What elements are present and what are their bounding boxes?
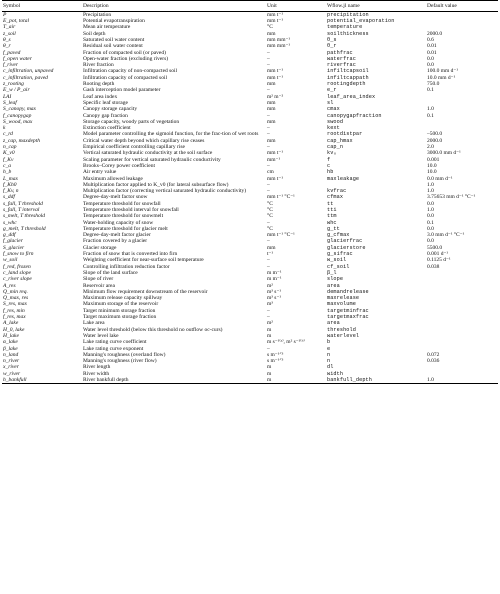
description-cell: Water level threshold (below this threshold no outflow oc-curs) <box>83 326 223 333</box>
default-value-cell: 0.1125 d⁻¹ <box>427 257 451 264</box>
wflow-name-cell: rootingdepth <box>327 81 366 88</box>
description-cell: Infiltration capacity of non-compacted soil <box>83 68 178 75</box>
symbol-cell: S_leaf <box>3 99 17 106</box>
description-cell: Manning's roughness (overland flow) <box>83 351 166 358</box>
unit-cell: s m⁻¹ᐟ³ <box>267 358 284 365</box>
wflow-name-cell: maxvolume <box>327 301 356 308</box>
unit-cell: – <box>267 314 270 321</box>
unit-cell: m² <box>267 282 273 289</box>
description-cell: Air entry value <box>83 169 117 176</box>
unit-cell: – <box>267 188 270 195</box>
unit-cell: m <box>266 377 326 384</box>
unit-cell: mm t⁻¹ <box>267 11 284 18</box>
unit-cell: m² m⁻² <box>267 93 284 100</box>
wflow-name-cell: kext <box>327 125 340 132</box>
wflow-name-cell: maxleakage <box>327 175 360 182</box>
unit-cell: – <box>267 55 270 62</box>
unit-cell: – <box>267 181 270 188</box>
wflow-name-cell: whc <box>327 219 337 226</box>
default-value-cell: 0.01 <box>427 49 437 56</box>
description-cell: Model parameter controlling the sigmoid function, for the frac-tion of wet roots <box>83 131 259 138</box>
symbol-cell: f_Kh0 <box>3 181 17 188</box>
wflow-name-cell: infiltcappath <box>327 74 369 81</box>
unit-cell: – <box>267 112 270 119</box>
unit-cell: mm t⁻¹ <box>267 175 284 182</box>
description-cell: Fraction covered by a glacier <box>83 238 148 245</box>
symbol-cell: s_ddf <box>3 194 15 201</box>
default-value-cell: 0.1 <box>427 219 434 226</box>
description-cell: Gash interception model parameter <box>83 87 161 94</box>
symbol-cell: f_canopygap <box>3 112 32 119</box>
unit-cell: – <box>267 162 270 169</box>
symbol-cell: n_cap <box>3 144 17 151</box>
wflow-name-cell: infiltcapsoil <box>327 68 369 75</box>
symbol-cell: k <box>3 125 6 132</box>
unit-cell: – <box>267 87 270 94</box>
unit-cell: °C <box>267 24 273 31</box>
description-cell: Fraction of compacted soil (or paved) <box>83 49 166 56</box>
wflow-name-cell: maxrelease <box>327 295 360 302</box>
unit-cell: mm <box>267 106 276 113</box>
unit-cell: m m⁻¹ <box>267 269 282 276</box>
description-cell: River fraction <box>83 62 114 69</box>
description-cell: Vertical saturated hydraulic conductivity at the soil surface <box>83 150 213 157</box>
wflow-name-cell: tt <box>327 200 334 207</box>
description-cell: River bankfull depth <box>82 377 266 384</box>
symbol-cell: z_rooting <box>3 81 24 88</box>
wflow-name-cell: β_l <box>327 269 337 276</box>
symbol-cell: f_glacier <box>3 238 23 245</box>
unit-cell: °C <box>267 207 273 213</box>
description-cell: Lake area <box>83 320 105 327</box>
symbol-cell: Ē_w / P̄_air <box>3 87 30 94</box>
symbol-cell: H_lake <box>3 332 19 339</box>
wflow-name-cell: g_cfmax <box>327 232 350 239</box>
wflow-name-cell: riverfrac <box>327 62 356 69</box>
wflow-name-cell: g_tt <box>327 225 340 232</box>
wflow-name-cell: hb <box>327 169 334 176</box>
unit-cell: mm <box>267 30 276 37</box>
default-value-cell: 100.0 mm d⁻¹ <box>427 68 458 75</box>
default-value-cell: 0.1 <box>427 87 434 94</box>
default-value-cell: 0.036 <box>427 358 440 365</box>
symbol-cell: S_wood, max <box>3 118 33 125</box>
wflow-name-cell: g_sifrac <box>327 251 353 258</box>
unit-cell: m m⁻¹ <box>267 276 282 283</box>
default-value-cell: 10.0 mm d⁻¹ <box>427 74 456 81</box>
symbol-cell: n_river <box>3 358 20 365</box>
default-value-cell: 0.038 <box>427 263 440 270</box>
wflow-name-cell: slope <box>327 276 344 283</box>
wflow-name-cell: canopygapfraction <box>327 112 382 119</box>
wflow-name-cell: glacierfrac <box>327 238 363 245</box>
wflow-name-cell: bankfull_depth <box>326 377 426 384</box>
wflow-name-cell: width <box>327 370 344 377</box>
symbol-cell: f_paved <box>3 49 21 56</box>
default-value-cell: 5500.0 <box>427 244 443 251</box>
unit-cell: s m⁻¹ᐟ³ <box>267 351 284 358</box>
description-cell: Degree-day-melt factor snow <box>83 194 148 201</box>
unit-cell: mm t⁻¹ <box>267 18 284 25</box>
description-cell: Target maximum storage fraction <box>83 314 157 321</box>
unit-cell: mm <box>267 81 276 88</box>
description-cell: Leaf area index <box>83 93 118 100</box>
wflow-name-cell: potential_evaporation <box>327 18 395 25</box>
description-cell: Temperature threshold for snowmelt <box>83 213 164 220</box>
description-cell: Target minimum storage fraction <box>83 307 156 314</box>
description-cell: Temperature threshold for glacier melt <box>83 225 168 232</box>
description-cell: Extinction coefficient <box>83 125 131 132</box>
header-wflow-name: Wflow.jl name <box>326 1 426 12</box>
unit-cell: mm <box>267 137 276 144</box>
symbol-cell: c_rd <box>3 131 13 138</box>
wflow-name-cell: kvfrac <box>327 188 347 195</box>
symbol-cell: L_max <box>3 175 18 182</box>
description-cell: Degree-day-melt factor glacier <box>83 232 151 239</box>
default-value-cell: 3.75653 mm d⁻¹ °C⁻¹ <box>427 194 476 201</box>
symbol-cell: g_ddf <box>3 232 16 239</box>
description-cell: Mean air temperature <box>83 24 131 31</box>
description-cell: Storage capacity, woody parts of vegetation <box>83 118 180 125</box>
unit-cell: m³ <box>267 301 273 308</box>
symbol-cell: S_canopy, max <box>3 106 36 113</box>
unit-cell: mm <box>267 99 276 106</box>
wflow-name-cell: f <box>327 156 331 163</box>
symbol-cell: f_open water <box>3 55 32 62</box>
default-value-cell: 2.0 <box>427 144 434 151</box>
symbol-cell: S_glacier <box>3 244 25 251</box>
wflow-name-cell: n <box>327 358 331 365</box>
unit-cell: m <box>267 326 272 333</box>
unit-cell: °C <box>267 200 273 207</box>
symbol-cell: z_soil <box>3 30 16 37</box>
symbol-cell: s_fall, T interval <box>3 207 40 213</box>
default-value-cell: 10.0 <box>427 162 437 169</box>
symbol-cell: n_land <box>3 351 19 358</box>
header-default-value: Default value <box>426 1 498 12</box>
wflow-name-cell: demandrelease <box>327 288 369 295</box>
description-cell: Precipitation <box>83 11 112 18</box>
header-unit: Unit <box>266 1 326 12</box>
default-value-cell: 0.072 <box>427 351 440 358</box>
symbol-cell: S_res, max <box>3 301 27 308</box>
default-value-cell: 750.0 <box>427 81 440 88</box>
description-cell: Residual soil water content <box>83 43 143 50</box>
description-cell: Critical water depth beyond which capillary rise ceases <box>83 137 205 144</box>
default-value-cell: 2000.0 <box>427 137 443 144</box>
unit-cell: m³ s⁻¹ <box>267 295 281 302</box>
symbol-cell: α_lake <box>3 339 18 346</box>
wflow-name-cell: cap_n <box>327 144 344 151</box>
default-value-cell: 0.0 <box>427 200 434 207</box>
symbol-cell: LAI <box>3 93 12 100</box>
wflow-name-cell: threshold <box>327 326 356 333</box>
wflow-name-cell: c <box>327 162 331 169</box>
description-cell: Fraction of snow that is converted into firn <box>83 251 178 258</box>
unit-cell: mm t⁻¹ °C⁻¹ <box>267 232 295 239</box>
wflow-name-cell: precipitation <box>327 11 369 18</box>
wflow-name-cell: waterfrac <box>327 55 356 62</box>
unit-cell: mm <box>267 118 276 125</box>
unit-cell: – <box>267 238 270 245</box>
default-value-cell: 0.1 <box>427 112 434 119</box>
symbol-cell: T_air <box>3 24 16 31</box>
default-value-cell: 0.001 d⁻¹ <box>427 251 449 258</box>
default-value-cell: 2000.0 <box>427 30 443 37</box>
unit-cell: m <box>267 370 272 377</box>
symbol-cell: s_whc <box>3 219 17 226</box>
unit-cell: cm <box>267 169 274 176</box>
table-row <box>2 377 498 384</box>
description-cell: Maximum release capacity spillway <box>83 295 163 302</box>
description-cell: Open-water fraction (excluding rivers) <box>83 55 169 62</box>
table-body <box>2 11 498 384</box>
default-value-cell: 1.0 <box>427 181 434 188</box>
wflow-name-cell: area <box>327 320 340 327</box>
symbol-cell: E_pot, total <box>3 18 29 25</box>
symbol-cell: c_river slope <box>3 276 32 283</box>
description-cell: Lake rating curve coefficient <box>83 339 147 346</box>
symbol-cell: g_melt, T threshold <box>3 225 46 232</box>
description-cell: Minimum flow requirement downstream of the reservoir <box>83 288 208 295</box>
description-cell: Maximum storage of the reservoir <box>83 301 159 308</box>
default-value-cell: 0.0 <box>427 55 434 62</box>
symbol-cell: w_soil <box>3 257 18 264</box>
symbol-cell: K_v0 <box>3 150 15 157</box>
symbol-cell: c_infiltration, paved <box>3 74 48 81</box>
unit-cell: – <box>267 144 270 151</box>
symbol-cell: x_river <box>3 364 19 371</box>
wflow-name-cell: kv₀ <box>327 150 337 157</box>
symbol-cell: z_cap, maxdepth <box>3 137 40 144</box>
symbol-cell: w_river <box>3 370 21 377</box>
description-cell: Glacier storage <box>83 244 117 251</box>
symbol-cell: H_0, lake <box>3 326 25 333</box>
wflow-name-cell: n <box>327 351 331 358</box>
symbol-cell: f_Kv, n <box>3 188 19 195</box>
default-value-cell: 1.0 <box>426 377 498 384</box>
wflow-name-cell: cfmax <box>327 194 344 201</box>
symbol-cell: f_red, frozen <box>3 263 31 270</box>
symbol-cell: P <box>3 11 7 18</box>
unit-cell: °C <box>267 213 273 220</box>
unit-cell: – <box>267 62 270 69</box>
wflow-name-cell: area <box>327 282 340 289</box>
wflow-name-cell: soilthickness <box>327 30 369 37</box>
default-value-cell: 0.001 <box>427 156 440 163</box>
symbol-cell: s_fall, T threshold <box>3 200 43 207</box>
header-symbol: Symbol <box>2 1 82 12</box>
default-value-cell: 1.0 <box>427 207 434 213</box>
wflow-name-cell: w_soil <box>327 257 347 264</box>
unit-cell: m <box>267 364 272 371</box>
wflow-name-cell: waterlevel <box>327 332 360 339</box>
unit-cell: mm mm⁻¹ <box>267 36 291 43</box>
symbol-cell: f_res, min <box>3 307 25 314</box>
unit-cell: °C <box>267 225 273 232</box>
symbol-cell: Q_min req. <box>3 288 28 295</box>
symbol-cell: c_a <box>3 162 11 169</box>
wflow-name-cell: rootdistpar <box>327 131 363 138</box>
wflow-name-cell: e_r <box>327 87 337 94</box>
default-value-cell: 1.0 <box>427 188 434 195</box>
description-cell: Saturated soil water content <box>83 36 145 43</box>
description-cell: Controlling infiltration reduction factor <box>83 263 170 270</box>
symbol-cell: f_snow to firn <box>3 251 34 258</box>
symbol-cell: θ_r <box>3 43 11 50</box>
symbol-cell: c_infiltration, unpaved <box>3 68 54 75</box>
default-value-cell: 3000.0 mm d⁻¹ <box>427 150 461 157</box>
unit-cell: – <box>267 307 270 314</box>
unit-cell: mm t⁻¹ <box>267 68 284 75</box>
description-cell: Weighting coefficient for near-surface soil temperature <box>83 257 204 264</box>
wflow-name-cell: dl <box>327 364 334 371</box>
wflow-name-cell: sl <box>327 99 334 106</box>
description-cell: Potential evapotranspiration <box>83 18 145 25</box>
unit-cell: t⁻¹ <box>267 251 274 258</box>
wflow-name-cell: glacierstore <box>327 244 366 251</box>
wflow-name-cell: cap_hmax <box>327 137 353 144</box>
description-cell: Slope of river <box>83 276 114 283</box>
description-cell: River width <box>83 370 110 377</box>
table-header-row <box>2 1 498 12</box>
symbol-cell: θ_s <box>3 36 11 43</box>
unit-cell: mm t⁻¹ <box>267 150 284 157</box>
symbol-cell: c_land slope <box>3 269 31 276</box>
default-value-cell: 0.01 <box>427 43 437 50</box>
description-cell: Reservoir area <box>83 282 115 289</box>
wflow-name-cell: e <box>327 345 331 352</box>
symbol-cell: s_melt, T threshold <box>3 213 46 220</box>
description-cell: Multiplication factor applied to K_v0 (for lateral subsurface flow) <box>83 181 229 188</box>
unit-cell: – <box>267 219 270 226</box>
wflow-name-cell: tti <box>327 207 337 213</box>
description-cell: Slope of the land surface <box>83 269 138 276</box>
wflow-name-cell: cf_soil <box>327 263 350 270</box>
unit-cell: mm t⁻¹ °C⁻¹ <box>267 194 295 201</box>
unit-cell: mm⁻¹ <box>267 156 281 163</box>
description-cell: Soil depth <box>83 30 106 37</box>
unit-cell: – <box>267 257 270 264</box>
default-value-cell: 3.0 mm d⁻¹ °C⁻¹ <box>427 232 465 239</box>
unit-cell: – <box>267 263 270 270</box>
description-cell: Multiplication factor (correcting vertical saturated hydraulic conductivity) <box>83 188 247 195</box>
header-description: Description <box>82 1 266 12</box>
description-cell: Canopy gap fraction <box>83 112 128 119</box>
parameter-table <box>2 0 498 384</box>
default-value-cell: 0.0 <box>427 238 434 245</box>
description-cell: Water-holding capacity of snow <box>83 219 154 226</box>
description-cell: Water level lake <box>83 332 119 339</box>
default-value-cell: 0.0 <box>427 225 434 232</box>
description-cell: Scaling parameter for vertical saturated hydraulic conductivity <box>83 156 221 163</box>
wflow-name-cell: temperature <box>327 24 363 31</box>
unit-cell: mm mm⁻¹ <box>267 43 291 50</box>
wflow-name-cell: cmax <box>327 106 340 113</box>
description-cell: Manning's roughness (river flow) <box>83 358 157 365</box>
unit-cell: – <box>267 131 270 138</box>
default-value-cell: 0.6 <box>427 36 434 43</box>
description-cell: Infiltration capacity of compacted soil <box>83 74 167 81</box>
symbol-cell: A_lake <box>3 320 19 327</box>
unit-cell: m² <box>267 320 273 327</box>
description-cell: Empirical coefficient controlling capillary rise <box>83 144 185 151</box>
wflow-name-cell: pathfrac <box>327 49 353 56</box>
table-row <box>2 11 498 18</box>
default-value-cell: 0.0 <box>427 62 434 69</box>
description-cell: Lake rating curve exponent <box>83 345 144 352</box>
description-cell: Rooting depth <box>83 81 115 88</box>
description-cell: Temperature threshold interval for snowfall <box>83 207 179 213</box>
unit-cell: m <box>267 332 272 339</box>
default-value-cell: 10.0 <box>427 169 437 176</box>
unit-cell: m³ s⁻¹ <box>267 288 281 295</box>
default-value-cell: 0.0 mm d⁻¹ <box>427 175 453 182</box>
wflow-name-cell: leaf_area_index <box>327 93 376 100</box>
unit-cell: m s⁻¹⁽ᵃ⁾, m² s⁻¹⁽ᵇ⁾ <box>267 339 305 346</box>
symbol-cell: h_b <box>3 169 12 176</box>
description-cell: Specific leaf storage <box>83 99 128 106</box>
description-cell: Canopy storage capacity <box>83 106 138 113</box>
default-value-cell: 0.0 <box>427 213 434 220</box>
default-value-cell: 1.0 <box>427 106 434 113</box>
unit-cell: mm <box>267 244 276 251</box>
default-value-cell <box>426 11 498 18</box>
symbol-cell: Q_max, res <box>3 295 29 302</box>
symbol-cell: f_res, max <box>3 314 26 321</box>
unit-cell: – <box>267 49 270 56</box>
default-value-cell: –500.0 <box>427 131 443 138</box>
wflow-name-cell: θ_r <box>327 43 337 50</box>
wflow-name-cell: swood <box>327 118 344 125</box>
symbol-cell: f_Kv <box>3 156 14 163</box>
description-cell: River length <box>83 364 111 371</box>
symbol-cell: β_lake <box>3 345 18 352</box>
description-cell: Brooks–Corey power coefficient <box>83 162 155 169</box>
symbol-cell: f_river <box>3 62 18 69</box>
unit-cell: – <box>267 125 270 132</box>
wflow-name-cell: b <box>327 339 331 346</box>
description-cell: Maximum allowed leakage <box>83 175 143 182</box>
wflow-name-cell: θ_s <box>327 36 337 43</box>
wflow-name-cell: targetminfrac <box>327 307 369 314</box>
symbol-cell: h_bankfull <box>2 377 82 384</box>
unit-cell: mm t⁻¹ <box>267 74 284 81</box>
description-cell: Temperature threshold for snowfall <box>83 200 161 207</box>
unit-cell: – <box>267 345 270 352</box>
wflow-name-cell: ttm <box>327 213 337 220</box>
wflow-name-cell: targetmaxfrac <box>327 314 369 321</box>
symbol-cell: A_res <box>3 282 16 289</box>
